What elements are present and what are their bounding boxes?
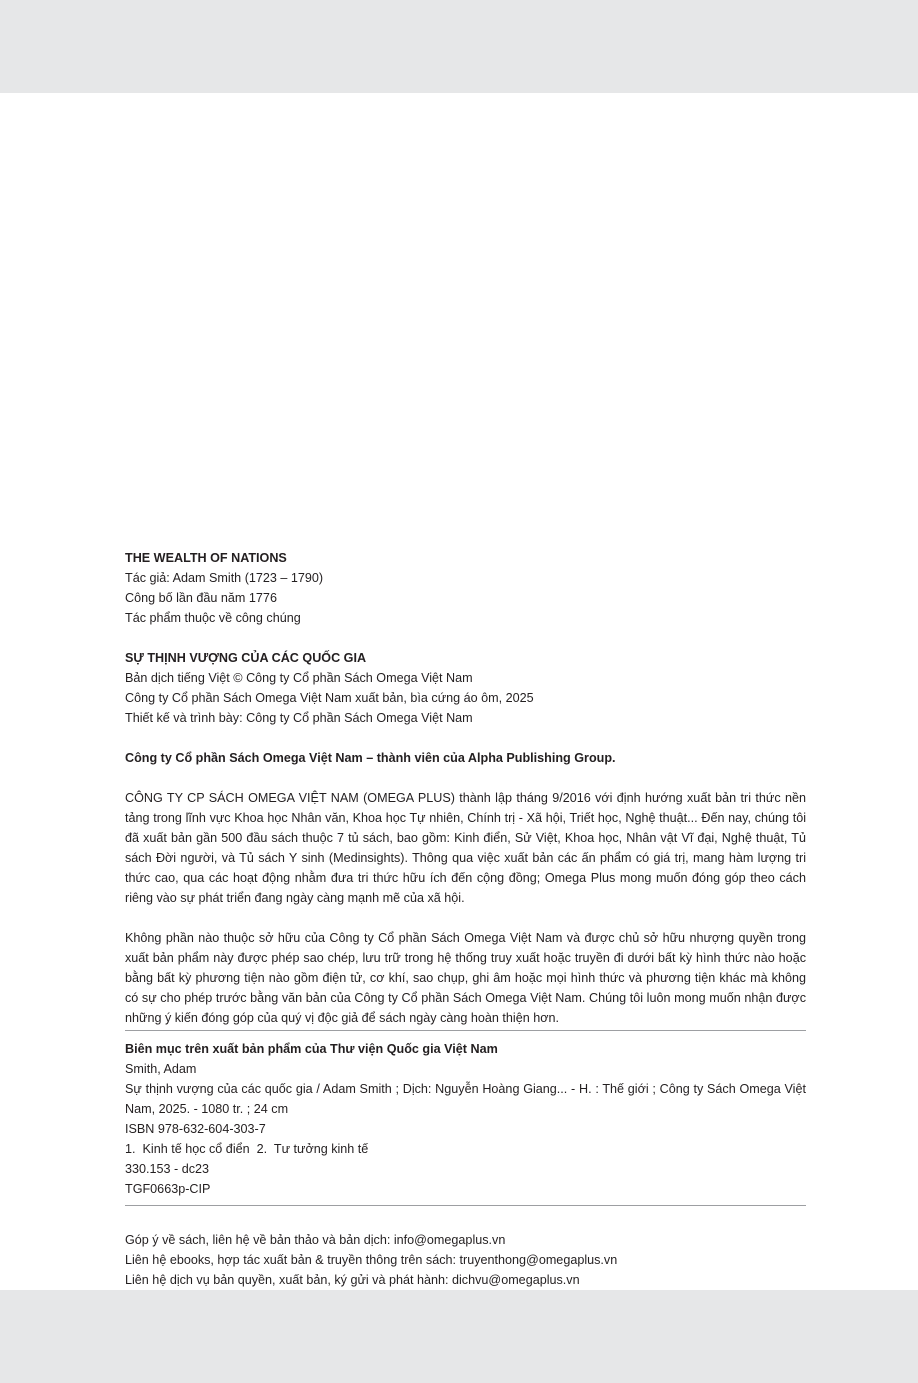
divider-bottom bbox=[125, 1205, 806, 1206]
cataloging-author: Smith, Adam bbox=[125, 1062, 197, 1076]
about-paragraph: CÔNG TY CP SÁCH OMEGA VIỆT NAM (OMEGA PLUS) thành lập tháng 9/2016 với định hướng xuất bản tri thức nền tảng trong lĩnh vực Khoa học Nhân văn, Khoa học Tự nhiên, Chính trị - Xã hội, Triết học, Nghệ thuật... Đến nay, chúng tôi đã xuất bản gần 500 đầu sách thuộc 7 tủ sách, bao gồm: Kinh điển, Sử Việt, Khoa học, Nhân vật Vĩ đại, Nghệ thuật, Tủ sách Đời người, và Tủ sách Y sinh (Medinsights). Thông qua việc xuất bản các ấn phẩm có giá trị, mang hàm lượng tri thức cao, qua các hoạt động nhằm đưa tri thức hữu ích đến cộng đồng; Omega Plus mong muốn đóng góp theo cách riêng vào sự phát triển đang ngày càng mạnh mẽ của xã hội. bbox=[125, 791, 806, 905]
contacts-block bbox=[125, 1230, 806, 1290]
edition-note: Công ty Cổ phần Sách Omega Việt Nam xuất bản, bìa cứng áo ôm, 2025 bbox=[125, 691, 534, 705]
cataloging-heading: Biên mục trên xuất bản phẩm của Thư viện Quốc gia Việt Nam bbox=[125, 1042, 498, 1056]
divider-top bbox=[125, 1030, 806, 1031]
contact-ebooks: Liên hệ ebooks, hợp tác xuất bản & truyền thông trên sách: truyenthong@omegaplus.vn bbox=[125, 1253, 618, 1267]
membership-note: Công ty Cổ phần Sách Omega Việt Nam – thành viên của Alpha Publishing Group. bbox=[125, 751, 616, 765]
design-credit: Thiết kế và trình bày: Công ty Cổ phần Sách Omega Việt Nam bbox=[125, 711, 473, 725]
original-title: THE WEALTH OF NATIONS bbox=[125, 551, 287, 565]
contact-rights-services: Liên hệ dịch vụ bản quyền, xuất bản, ký gửi và phát hành: dichvu@omegaplus.vn bbox=[125, 1273, 580, 1287]
contact-feedback: Góp ý về sách, liên hệ về bản thảo và bản dịch: info@omegaplus.vn bbox=[125, 1233, 506, 1247]
cataloging-isbn: ISBN 978-632-604-303-7 bbox=[125, 1122, 266, 1136]
original-author: Tác giả: Adam Smith (1723 – 1790) bbox=[125, 571, 324, 585]
page bbox=[0, 93, 918, 1290]
translated-title: SỰ THỊNH VƯỢNG CỦA CÁC QUỐC GIA bbox=[125, 651, 367, 665]
first-published: Công bố lần đầu năm 1776 bbox=[125, 591, 277, 605]
rights-block bbox=[125, 928, 806, 1028]
public-domain-note: Tác phẩm thuộc về công chúng bbox=[125, 611, 301, 625]
cataloging-record-id: TGF0663p-CIP bbox=[125, 1182, 211, 1196]
about-block bbox=[125, 788, 806, 908]
membership-block bbox=[125, 748, 806, 768]
cataloging-block bbox=[125, 1039, 806, 1199]
original-title-block bbox=[125, 548, 806, 628]
translation-copyright: Bản dịch tiếng Việt © Công ty Cổ phần Sách Omega Việt Nam bbox=[125, 671, 473, 685]
cataloging-subjects: 1. Kinh tế học cổ điển 2. Tư tưởng kinh tế bbox=[125, 1142, 369, 1156]
cataloging-description: Sự thịnh vượng của các quốc gia / Adam Smith ; Dịch: Nguyễn Hoàng Giang... - H. : Thế giới ; Công ty Sách Omega Việt Nam, 2025. - 1080 tr. ; 24 cm bbox=[125, 1082, 806, 1116]
copyright-content bbox=[125, 548, 806, 1290]
rights-paragraph: Không phần nào thuộc sở hữu của Công ty Cổ phần Sách Omega Việt Nam và được chủ sở hữu nhượng quyền trong xuất bản phẩm này được phép sao chép, lưu trữ trong hệ thống truy xuất hoặc truyền đi dưới bất kỳ hình thức nào hoặc bằng bất kỳ phương tiện nào gồm điện tử, cơ khí, sao chụp, ghi âm hoặc mọi hình thức và phương tiện khác mà không có sự cho phép trước bằng văn bản của Công ty Cổ phần Sách Omega Việt Nam. Chúng tôi luôn mong muốn nhận được những ý kiến đóng góp của quý vị độc giả để sách ngày càng hoàn thiện hơn. bbox=[125, 931, 806, 1025]
cataloging-classification: 330.153 - dc23 bbox=[125, 1162, 210, 1176]
translation-block bbox=[125, 648, 806, 728]
